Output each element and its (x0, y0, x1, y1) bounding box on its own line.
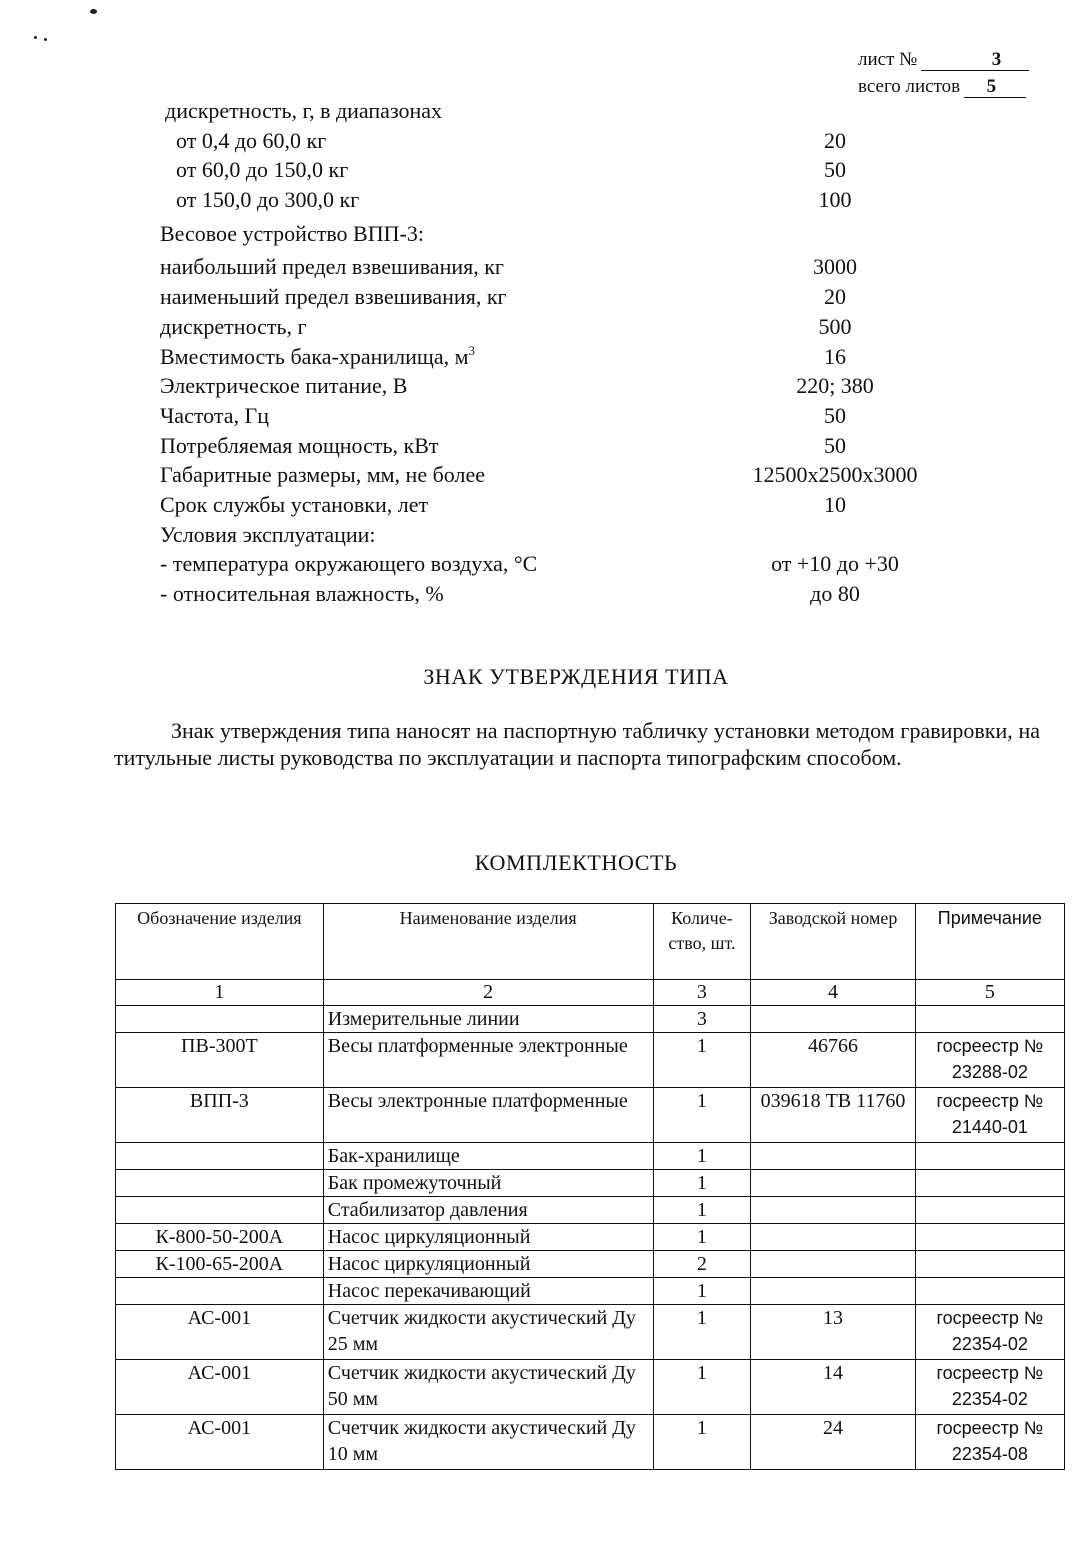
spec-label: от 0,4 до 60,0 кг (176, 127, 327, 153)
cell-serial (751, 1006, 915, 1033)
cell-name: Весы электронные платформенные (323, 1088, 653, 1143)
table-row (116, 1006, 1065, 1033)
sheet-number-row (858, 46, 1029, 73)
sheet-total-label: всего листов (858, 76, 961, 97)
column-header-note: Примечание (915, 904, 1064, 980)
sheet-number-block (858, 46, 1029, 100)
spec-row (160, 490, 960, 520)
cell-name: Измерительные линии (323, 1006, 653, 1033)
spec-row (160, 219, 960, 249)
table-row (116, 1360, 1065, 1415)
spec-label: Потребляемая мощность, кВт (160, 432, 439, 458)
table-row (116, 1305, 1065, 1360)
column-number: 3 (653, 980, 751, 1006)
spec-label: наибольший предел взвешивания, кг (160, 254, 504, 280)
spec-label: Электрическое питание, В (160, 373, 408, 399)
cell-note (915, 1251, 1064, 1278)
cell-designation: ПВ-300Т (116, 1033, 324, 1088)
spec-row (160, 282, 960, 312)
cell-serial: 14 (751, 1360, 915, 1415)
spec-label: Весовое устройство ВПП-3: (160, 220, 424, 246)
cell-name: Счетчик жидкости акустический Ду 25 мм (323, 1305, 653, 1360)
spec-label: Частота, Гц (160, 402, 270, 428)
table-row (116, 1251, 1065, 1278)
type-approval-paragraph: Знак утверждения типа наносят на паспортную табличку установки методом гравировки, на титульные листы руководства по эксплуатации и паспорта типографским способом. (114, 718, 1040, 770)
cell-note (915, 1170, 1064, 1197)
spec-value: от +10 до +30 (771, 551, 899, 577)
cell-note: госреестр № 22354-02 (915, 1360, 1064, 1415)
cell-name: Бак-хранилище (323, 1143, 653, 1170)
superscript: 3 (468, 342, 476, 358)
spec-label: Срок службы установки, лет (160, 491, 429, 517)
spec-row (160, 371, 960, 401)
scan-speck (44, 38, 47, 41)
cell-quantity: 1 (653, 1360, 751, 1415)
table-row (116, 1170, 1065, 1197)
spec-label-text: Вместимость бака-хранилища, м (160, 343, 469, 369)
cell-note (915, 1006, 1064, 1033)
cell-name: Счетчик жидкости акустический Ду 10 мм (323, 1415, 653, 1470)
spec-label: наименьший предел взвешивания, кг (160, 284, 507, 310)
spec-label: - температура окружающего воздуха, °С (160, 551, 538, 577)
column-header-serial: Заводской номер (751, 904, 915, 980)
scan-speck (34, 36, 37, 39)
spec-row (160, 460, 960, 490)
cell-note (915, 1278, 1064, 1305)
column-header-quantity: Количе-ство, шт. (653, 904, 751, 980)
cell-serial (751, 1170, 915, 1197)
spec-value: 20 (824, 127, 846, 153)
cell-designation (116, 1006, 324, 1033)
section-heading-completeness: КОМПЛЕКТНОСТЬ (474, 850, 678, 875)
cell-designation: К-800-50-200А (116, 1224, 324, 1251)
spec-row (160, 96, 960, 126)
spec-value: 50 (824, 402, 846, 428)
spec-value: 50 (824, 432, 846, 458)
cell-designation (116, 1143, 324, 1170)
cell-note: госреестр № 22354-02 (915, 1305, 1064, 1360)
column-number: 5 (915, 980, 1064, 1006)
spec-value: 10 (824, 491, 846, 517)
sheet-number-value: 3 (921, 50, 1029, 71)
table-row (116, 1088, 1065, 1143)
cell-designation (116, 1278, 324, 1305)
cell-quantity: 1 (653, 1033, 751, 1088)
cell-quantity: 1 (653, 1170, 751, 1197)
section-heading-type-approval: ЗНАК УТВЕРЖДЕНИЯ ТИПА (423, 664, 729, 689)
table-row (116, 1224, 1065, 1251)
cell-note (915, 1143, 1064, 1170)
spec-value: 20 (824, 284, 846, 310)
spec-value: 220; 380 (796, 373, 874, 399)
spec-row (160, 520, 960, 550)
spec-value: 100 (818, 187, 852, 213)
cell-note: госреестр № 22354-08 (915, 1415, 1064, 1470)
spec-label: - относительная влажность, % (160, 581, 444, 606)
spec-label: дискретность, г, в диапазонах (165, 98, 443, 123)
cell-designation: АС-001 (116, 1305, 324, 1360)
sheet-number-label: лист № (858, 49, 918, 70)
spec-row (160, 401, 960, 431)
spec-row (160, 185, 960, 215)
spec-list (160, 96, 960, 609)
spec-row (160, 155, 960, 185)
column-header-designation: Обозначение изделия (116, 904, 324, 980)
cell-quantity: 3 (653, 1006, 751, 1033)
cell-quantity: 1 (653, 1088, 751, 1143)
cell-designation (116, 1197, 324, 1224)
column-number-row (116, 980, 1065, 1006)
spec-label: Условия эксплуатации: (160, 521, 376, 547)
cell-name: Насос циркуляционный (323, 1224, 653, 1251)
cell-note (915, 1197, 1064, 1224)
spec-value: 50 (824, 157, 846, 183)
spec-value: до 80 (810, 581, 860, 606)
spec-value: 16 (824, 343, 846, 369)
spec-row (160, 342, 960, 372)
cell-quantity: 1 (653, 1224, 751, 1251)
cell-note: госреестр № 21440-01 (915, 1088, 1064, 1143)
spec-value: 3000 (813, 254, 857, 280)
spec-label: от 60,0 до 150,0 кг (176, 157, 349, 183)
spec-label: Габаритные размеры, мм, не более (160, 462, 486, 488)
cell-name: Насос перекачивающий (323, 1278, 653, 1305)
cell-serial (751, 1224, 915, 1251)
spec-label: от 150,0 до 300,0 кг (176, 187, 360, 213)
spec-row (160, 549, 960, 579)
scan-speck (90, 9, 97, 14)
cell-quantity: 1 (653, 1415, 751, 1470)
cell-serial: 039618 ТВ 11760 (751, 1088, 915, 1143)
cell-name: Весы платформенные электронные (323, 1033, 653, 1088)
cell-designation: ВПП-3 (116, 1088, 324, 1143)
column-number: 4 (751, 980, 915, 1006)
table-row (116, 1033, 1065, 1088)
cell-quantity: 1 (653, 1197, 751, 1224)
cell-quantity: 1 (653, 1278, 751, 1305)
cell-note: госреестр № 23288-02 (915, 1033, 1064, 1088)
cell-serial (751, 1251, 915, 1278)
column-number: 2 (323, 980, 653, 1006)
cell-serial (751, 1143, 915, 1170)
spec-row (160, 252, 960, 282)
cell-name: Счетчик жидкости акустический Ду 50 мм (323, 1360, 653, 1415)
table-header-row (116, 904, 1065, 980)
cell-serial: 24 (751, 1415, 915, 1470)
table-row (116, 1143, 1065, 1170)
spec-row (160, 312, 960, 342)
spec-value: 12500х2500х3000 (752, 462, 918, 488)
cell-designation (116, 1170, 324, 1197)
cell-serial (751, 1278, 915, 1305)
cell-designation: АС-001 (116, 1360, 324, 1415)
spec-row (160, 431, 960, 461)
cell-quantity: 2 (653, 1251, 751, 1278)
cell-quantity: 1 (653, 1143, 751, 1170)
cell-note (915, 1224, 1064, 1251)
cell-serial (751, 1197, 915, 1224)
column-number: 1 (116, 980, 324, 1006)
cell-serial: 13 (751, 1305, 915, 1360)
spec-label: дискретность, г (160, 313, 307, 339)
cell-designation: К-100-65-200А (116, 1251, 324, 1278)
cell-name: Стабилизатор давления (323, 1197, 653, 1224)
cell-name: Насос циркуляционный (323, 1251, 653, 1278)
completeness-table (115, 903, 1065, 1470)
spec-label (160, 342, 475, 372)
column-header-name: Наименование изделия (323, 904, 653, 980)
cell-designation: АС-001 (116, 1415, 324, 1470)
sheet-total-value: 5 (964, 77, 1026, 98)
cell-quantity: 1 (653, 1305, 751, 1360)
table-row (116, 1197, 1065, 1224)
spec-value: 500 (818, 313, 852, 339)
cell-name: Бак промежуточный (323, 1170, 653, 1197)
spec-row (160, 579, 960, 609)
table-row (116, 1415, 1065, 1470)
cell-serial: 46766 (751, 1033, 915, 1088)
table-row (116, 1278, 1065, 1305)
spec-row (160, 126, 960, 156)
